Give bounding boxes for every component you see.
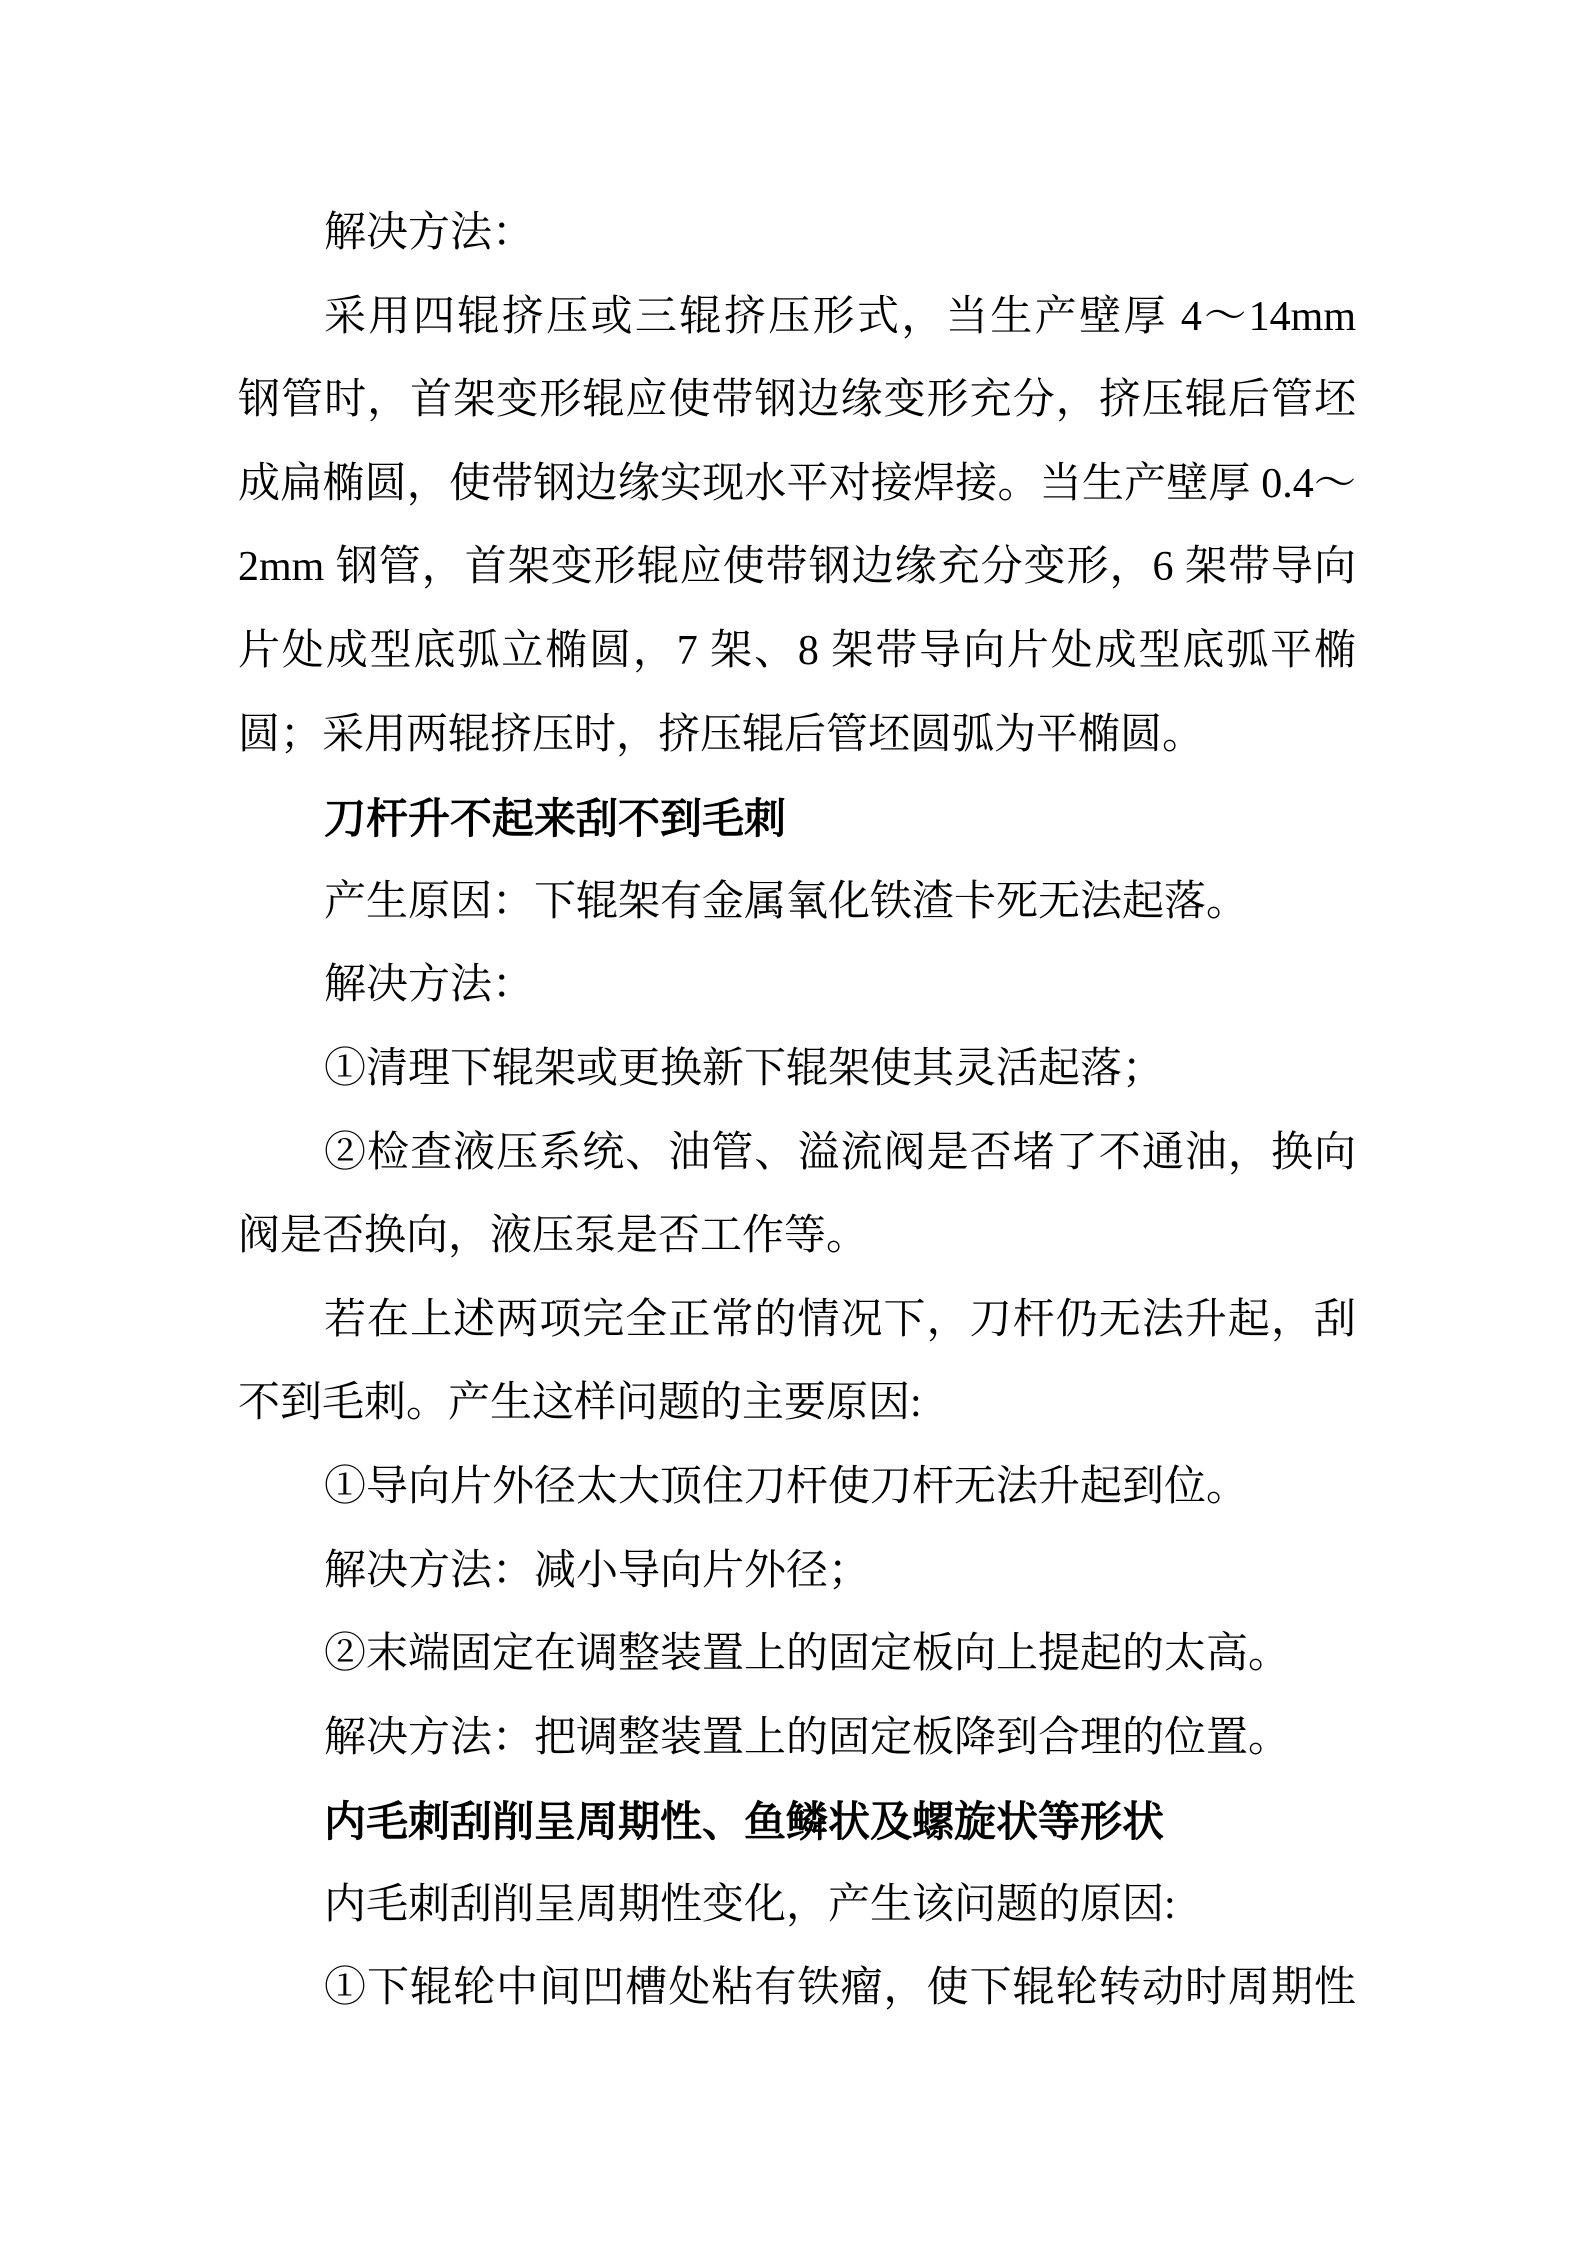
list-item-line: ②检查液压系统、油管、溢流阀是否堵了不通油，换向 (324, 1129, 1356, 1176)
text-line: 不到毛刺。产生这样问题的主要原因: (238, 1380, 922, 1427)
list-item-line: ②末端固定在调整装置上的固定板向上提起的太高。 (324, 1631, 1291, 1678)
text-line: 2mm 钢管，首架变形辊应使带钢边缘充分变形，6 架带导向 (238, 544, 1356, 591)
text-line: 解决方法：把调整装置上的固定板降到合理的位置。 (324, 1714, 1291, 1761)
text-line: 产生原因：下辊架有金属氧化铁渣卡死无法起落。 (324, 878, 1249, 925)
text-line: 内毛刺刮削呈周期性变化，产生该问题的原因: (324, 1881, 1176, 1928)
text-line: 片处成型底弧立椭圆，7 架、8 架带导向片处成型底弧平椭 (238, 627, 1356, 674)
section-heading: 内毛刺刮削呈周期性、鱼鳞状及螺旋状等形状 (324, 1798, 1165, 1846)
text-line: 成扁椭圆，使带钢边缘实现水平对接焊接。当生产壁厚 0.4～ (238, 460, 1356, 507)
list-item-line: ①下辊轮中间凹槽处粘有铁瘤，使下辊轮转动时周期性 (324, 1965, 1356, 2012)
list-item-line: ①导向片外径太大顶住刀杆使刀杆无法升起到位。 (324, 1463, 1249, 1510)
text-line: 解决方法：减小导向片外径； (324, 1547, 871, 1594)
text-column (238, 192, 1356, 2031)
section-heading: 刀杆升不起来刮不到毛刺 (324, 795, 787, 843)
text-line: 解决方法： (324, 962, 535, 1009)
text-line: 解决方法： (324, 210, 535, 256)
text-line: 阀是否换向，液压泵是否工作等。 (238, 1213, 869, 1260)
text-line: 采用四辊挤压或三辊挤压形式，当生产壁厚 4～14mm (324, 293, 1356, 340)
text-line: 钢管时，首架变形辊应使带钢边缘变形充分，挤压辊后管坯 (238, 377, 1356, 424)
list-item-line: ①清理下辊架或更换新下辊架使其灵活起落； (324, 1045, 1165, 1092)
text-line: 圆；采用两辊挤压时，挤压辊后管坯圆弧为平椭圆。 (238, 711, 1205, 758)
text-line: 若在上述两项完全正常的情况下，刀杆仍无法升起，刮 (324, 1296, 1356, 1343)
